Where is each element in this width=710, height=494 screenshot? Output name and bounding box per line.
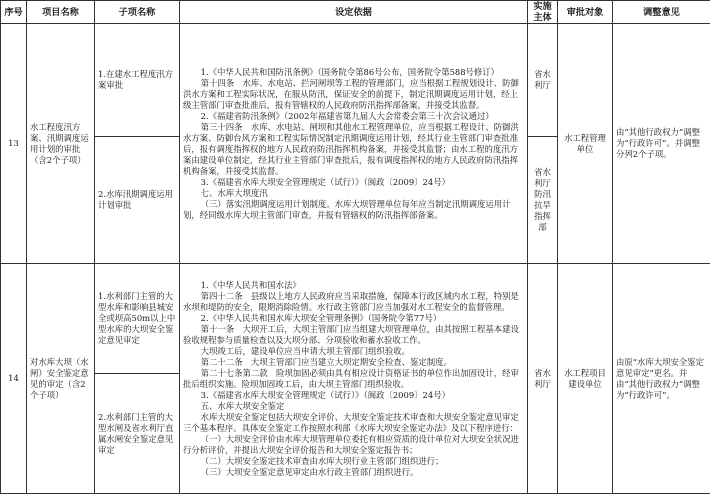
subitem-name: 2.水库汛期调度运用计划审批 <box>95 137 180 264</box>
basis-line: 第二十二条 大坝主管部门应当建立大坝定期安全检查、鉴定制度。 <box>183 357 524 368</box>
table-row <box>1 24 710 137</box>
table-row <box>1 264 710 374</box>
subitem-subject: 省水利厅防汛抗旱指挥部 <box>528 137 558 264</box>
subitem-name: 2.水利部门主管的大型水闸及省水利厅直属水闸安全鉴定意见审定 <box>95 374 180 494</box>
row-project-name: 水工程度汛方案、汛期调度运用计划的审批（含2个子项） <box>27 24 95 264</box>
row-opinion: 由“其他行政权力”调整为“行政许可”。并调整分列2个子项。 <box>613 24 710 264</box>
row-seq: 14 <box>1 264 27 494</box>
subitem-subject: 省水利厅 <box>528 24 558 137</box>
basis-line: （三）落实汛期调度运用计划制度。水库大坝管理单位每年应当制定汛期调度运用计划，经同级水库大坝主管部门审查，并报有管辖权的防汛指挥部备案。 <box>183 199 524 221</box>
header-seq: 序号 <box>1 1 27 24</box>
basis-line: （二）大坝安全鉴定技术审查由水库大坝行业主管部门组织进行； <box>183 456 524 467</box>
row-seq: 13 <box>1 24 27 264</box>
basis-line: 第四十二条 县级以上地方人民政府应当采取措施，保障本行政区域内水工程，特别是水坝和堤防的安全，限期消除险情。水行政主管部门应当加强对水工程安全的监督管理。 <box>183 291 524 313</box>
basis-line: （三）大坝安全鉴定意见审定由水行政主管部门组织进行。 <box>183 467 524 478</box>
basis-line: 3.《福建省水库大坝安全管理规定（试行）》（闽政〔2009〕24号） <box>183 390 524 401</box>
basis-line: 2.《福建省防汛条例》（2002年福建省第九届人大会常委会第三十次会议通过） <box>183 111 524 122</box>
header-opinion: 调整意见 <box>613 1 710 24</box>
row-target: 水工程管理单位 <box>558 24 613 264</box>
basis-line: 第三十四条 水库、水电站、闸坝和其他水工程管理单位，应当根据工程设计、防御洪水方案、防御台风方案和工程实际情况制定汛期调度运用计划，经其行业主管部门审查批准后，报有调度指挥权的地方人民政府防汛指挥机构备案，并接受其监督；由水工程的度汛方案由建设单位制定，经其行业主管部门审查批后，报有调度指挥权的地方人民政府防汛指挥机构备案，并接受其监督。 <box>183 122 524 177</box>
header-subject: 实施主体 <box>528 1 558 24</box>
basis-line: 大坝竣工后，建设单位应当申请大坝主管部门组织验收。 <box>183 346 524 357</box>
basis-line: 3.《福建省水库大坝安全管理规定（试行）》（闽政〔2009〕24号） <box>183 177 524 188</box>
row-target: 水工程项目建设单位 <box>558 264 613 494</box>
header-project: 项目名称 <box>27 1 95 24</box>
header-basis: 设定依据 <box>180 1 528 24</box>
basis-line: 2.《中华人民共和国水库大坝安全管理条例》（国务院令第77号） <box>183 313 524 324</box>
basis-line: 水库大坝安全鉴定包括大坝安全评价、大坝安全鉴定技术审查和大坝安全鉴定意见审定三个基本程序。具体安全鉴定工作按照水利部《水库大坝安全鉴定办法》及以下程序进行： <box>183 412 524 434</box>
basis-cell <box>180 24 528 264</box>
basis-line: 1.《中华人民共和国水法》 <box>183 280 524 291</box>
basis-line: 五、水库大坝安全鉴定 <box>183 401 524 412</box>
basis-line: 第十四条 水库、水电站、拦河闸坝等工程的管理部门，应当根据工程规划设计、防御洪水方案和工程实际状况，在服从防汛，保证安全的前提下，制定汛期调度运用计划，经上级主管部门审查批准后，报有管辖权的人民政府防汛指挥部备案，并接受其监督。 <box>183 78 524 111</box>
row-subject: 省水利厅 <box>528 264 558 494</box>
basis-cell <box>180 264 528 494</box>
subitem-name: 1.在建水工程度汛方案审批 <box>95 24 180 137</box>
row-project-name: 对水库大坝（水闸）安全鉴定意见的审定（含2个子项） <box>27 264 95 494</box>
basis-line: 第十一条 大坝开工后，大坝主管部门应当组建大坝管理单位，由其按照工程基本建设验收规程参与质量检查以及大坝分部、分项验收和蓄水验收工作。 <box>183 324 524 346</box>
basis-line: 七、水库大坝度汛 <box>183 188 524 199</box>
subitem-name: 1.水利部门主管的大型水库和影响县城安全或坝高50m以上中型水库的大坝安全鉴定意见审定 <box>95 264 180 374</box>
basis-line: 第二十七条第二款 险坝加固必须由具有相应设计资格证书的单位作出加固设计，经审批后组织实施。险坝加固竣工后，由大坝主管部门组织验收。 <box>183 368 524 390</box>
row-opinion: 由原“水库大坝安全鉴定意见审定”更名。并由“其他行政权力”调整为“行政许可”。 <box>613 264 710 494</box>
header-row <box>1 1 710 24</box>
basis-line: （一）大坝安全评价由水库大坝管理单位委托有相应资质的设计单位对大坝安全状况进行分析评价，并提出大坝安全评价报告和大坝安全鉴定报告书； <box>183 434 524 456</box>
header-subitem: 子项名称 <box>95 1 180 24</box>
basis-line: 1.《中华人民共和国防汛条例》（国务院令第86号公布，国务院令第588号修订） <box>183 67 524 78</box>
header-target: 审批对象 <box>558 1 613 24</box>
